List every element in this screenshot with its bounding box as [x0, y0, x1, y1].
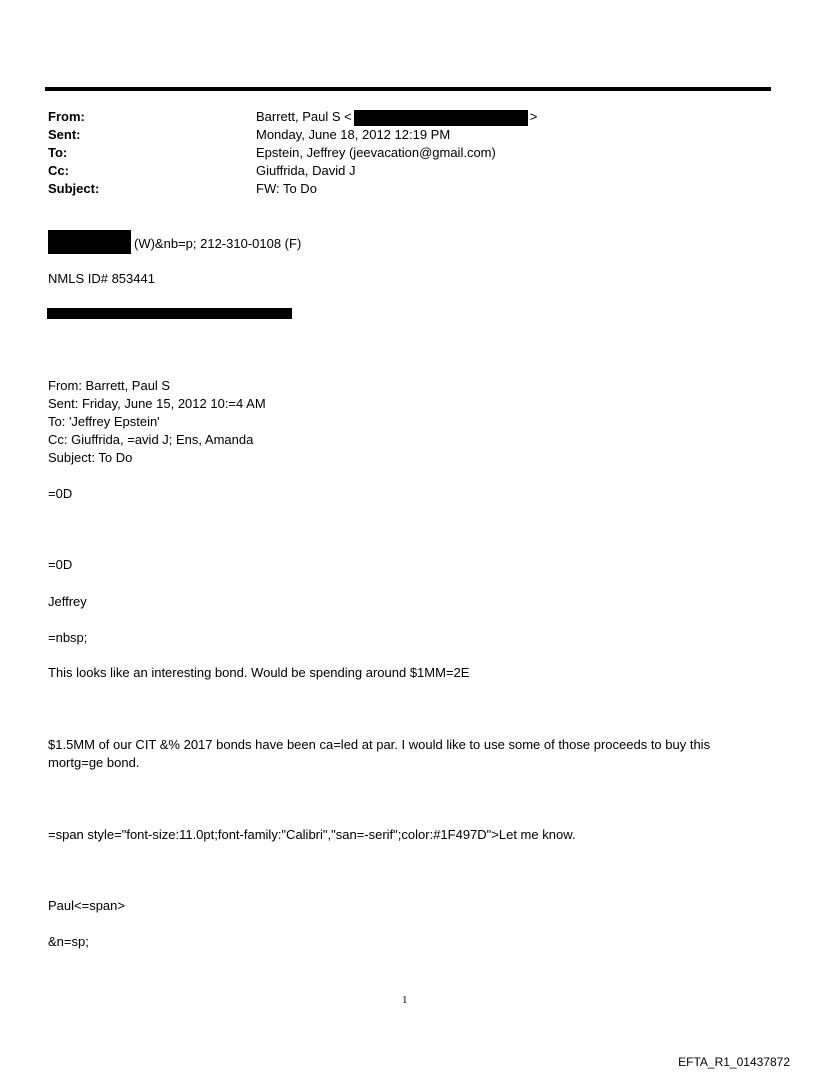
redaction-block: [354, 110, 528, 126]
trailing-line: &n=sp;: [48, 934, 89, 949]
email-header: [48, 108, 768, 198]
greeting-line: Jeffrey: [48, 594, 87, 609]
nmls-line: NMLS ID# 853441: [48, 271, 155, 286]
cc-row: [48, 162, 768, 180]
sent-label: Sent:: [48, 127, 81, 142]
cc-value: Giuffrida, David J: [256, 163, 356, 178]
body-paragraph: =span style="font-size:11.0pt;font-family:"Calibri","san=-serif";color:#1F497D">Let me know.: [48, 827, 576, 842]
from-name: Barrett, Paul S: [256, 109, 341, 124]
fwd-cc-line: Cc: Giuffrida, =avid J; Ens, Amanda: [48, 432, 254, 447]
page-number: 1: [402, 994, 408, 1006]
subject-value: FW: To Do: [256, 181, 317, 196]
encoding-artifact-line: =0D: [48, 557, 73, 572]
encoding-artifact-line: =0D: [48, 486, 73, 501]
from-label: From:: [48, 109, 85, 124]
cc-label: Cc:: [48, 163, 69, 178]
nbsp-line: =nbsp;: [48, 630, 88, 645]
to-label: To:: [48, 145, 68, 160]
fwd-to-line: To: 'Jeffrey Epstein': [48, 414, 160, 429]
phone-text: (W)&nb=p; 212-310-0108 (F): [134, 236, 302, 251]
fwd-sent-line: Sent: Friday, June 15, 2012 10:=4 AM: [48, 396, 266, 411]
from-value: [256, 108, 537, 126]
redaction-block: [48, 230, 131, 254]
subject-label: Subject:: [48, 181, 100, 196]
body-paragraph: $1.5MM of our CIT &% 2017 bonds have been ca=led at par. I would like to use some of those proceeds to buy this mortg=ge bond.: [48, 737, 711, 770]
fwd-from-line: From: Barrett, Paul S: [48, 378, 171, 393]
fwd-subject-line: Subject: To Do: [48, 450, 133, 465]
sent-row: [48, 126, 768, 144]
phone-line: [48, 230, 301, 254]
from-open-bracket: <: [344, 109, 352, 124]
to-row: [48, 144, 768, 162]
body-paragraph: This looks like an interesting bond. Would be spending around $1MM=2E: [48, 665, 470, 680]
redaction-block: [47, 308, 292, 319]
to-value: Epstein, Jeffrey (jeevacation@gmail.com): [256, 145, 496, 160]
sent-value: Monday, June 18, 2012 12:19 PM: [256, 127, 451, 142]
signoff-line: Paul<=span>: [48, 898, 125, 913]
document-id: EFTA_R1_01437872: [678, 1055, 790, 1069]
header-rule: [45, 87, 771, 91]
from-row: [48, 108, 768, 126]
subject-row: [48, 180, 768, 198]
from-close-bracket: >: [529, 109, 538, 124]
